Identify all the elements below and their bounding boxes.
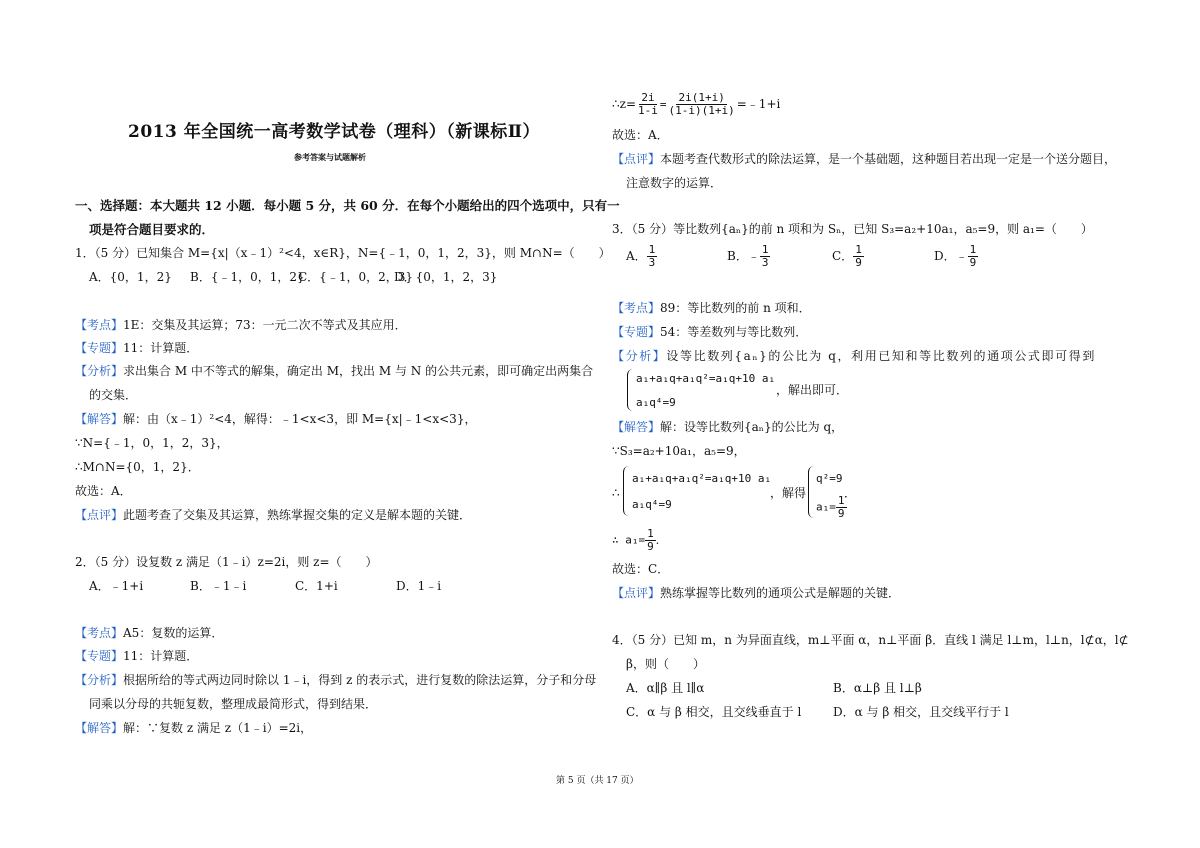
q4-stem: 4．（5 分）已知 m，n 为异面直线，m⊥平面 α，n⊥平面 β．直线 l 满足 l⊥m，l⊥n，l⊄α，l⊄: [612, 633, 1129, 647]
jieda-tag: 【解答】: [75, 721, 124, 735]
frac-numerator: 1: [761, 243, 769, 256]
q1-fenxi-cont: 的交集．: [89, 388, 138, 402]
q3-result: [612, 528, 667, 553]
fenxi-tag: 【分析】: [75, 364, 124, 378]
section-heading-line2: 项是符合题目要求的．: [89, 222, 215, 237]
frac-numerator: 2i(1+i): [678, 91, 725, 104]
kaodian-tag: 【考点】: [75, 318, 124, 332]
frac-denominator: 9: [837, 507, 845, 521]
result-prefix: ∴ a₁=: [612, 533, 646, 547]
q2-dianping-cont: 注意数字的运算．: [626, 176, 723, 190]
dianping-tag: 【点评】: [612, 152, 661, 166]
q1-jieda-2: ∵N={﹣1，0，1，2，3}，: [75, 436, 229, 450]
q2-jieda: [75, 721, 312, 735]
frac-denominator: 9: [647, 540, 654, 554]
frac-numerator: 2i: [641, 91, 655, 104]
q3-fenxi: [612, 349, 1096, 363]
q3-stem: 3．（5 分）等比数列{aₙ}的前 n 项和为 Sₙ，已知 S₃=a₂+10a₁，a₅=9，则 a₁=（ ）: [612, 222, 1093, 236]
q1-jieda: [75, 412, 476, 426]
q1-option-b: B．{﹣1，0，1，2}: [190, 270, 305, 284]
option-label: B．: [727, 249, 748, 264]
dianping-text: 此题考查了交集及其运算，熟练掌握交集的定义是解本题的关键．: [123, 508, 472, 522]
frac-numerator: 1: [647, 527, 654, 540]
q3-jieda: [612, 420, 843, 434]
system3-line2: [816, 495, 847, 520]
option-label: C．: [832, 249, 854, 264]
q3-choice: 故选：C．: [612, 562, 670, 576]
fenxi-text: 设等比数列{aₙ}的公比为 q，利用已知和等比数列的通项公式即可得到: [666, 349, 1096, 363]
option-label: D．: [934, 249, 956, 264]
system3-end: ．: [844, 486, 857, 500]
frac-denominator: 1-i: [638, 104, 658, 118]
jieda-text: 解：∵复数 z 满足 z（1﹣i）=2i，: [123, 721, 313, 735]
q1-dianping: [75, 508, 471, 522]
result-end: ．: [655, 533, 667, 547]
jieda-tag: 【解答】: [612, 420, 661, 434]
dianping-text: 熟练掌握等比数列的通项公式是解题的关键．: [660, 586, 901, 600]
fenxi-tag: 【分析】: [75, 673, 124, 687]
option-fraction: [760, 244, 771, 269]
q2-dianping: [612, 152, 1116, 166]
q2-kaodian: [75, 626, 223, 640]
math-prefix: ∴z=: [612, 97, 637, 112]
system2-line1: a₁+a₁q+a₁q²=a₁q+10 a₁: [632, 472, 772, 485]
fenxi-text: 根据所给的等式两边同时除以 1﹣i，得到 z 的表示式，进行复数的除法运算，分子和分母: [123, 673, 597, 687]
system1-line2: a₁q⁴=9: [636, 396, 676, 409]
zhuanti-text: 11：计算题．: [123, 341, 199, 355]
system2-prefix: ∴: [612, 486, 620, 500]
q3-option-d: [934, 244, 978, 269]
fraction-conjugate: [667, 92, 737, 117]
q2-choice: 故选：A．: [612, 128, 669, 142]
frac-denominator: 9: [969, 256, 977, 270]
q4-option-a: A．α∥β 且 l∥α: [626, 681, 705, 695]
jieda-text: 解：由（x﹣1）²<4，解得：﹣1<x<3，即 M={x|﹣1<x<3}，: [123, 412, 477, 426]
fenxi-text: 求出集合 M 中不等式的解集，确定出 M，找出 M 与 N 的公共元素，即可确定出两集合: [123, 364, 594, 378]
q1-stem: 1．（5 分）已知集合 M={x|（x﹣1）²<4，x∈R}，N={﹣1，0，1，2，3}，则 M∩N=（ ）: [75, 246, 611, 260]
q1-option-d: D．{0，1，2，3}: [394, 270, 498, 284]
option-label: A．: [626, 249, 647, 264]
frac-denominator: 9: [855, 256, 862, 270]
q2-fenxi: [75, 673, 596, 687]
q4-option-b: B．α⊥β 且 l⊥β: [833, 681, 922, 695]
math-result: =﹣1+i: [736, 97, 781, 112]
q3-option-b: [727, 244, 770, 269]
page-footer: 第 5 页（共 17 页）: [556, 776, 639, 786]
sys3-prefix: a₁=: [816, 500, 836, 514]
kaodian-tag: 【考点】: [75, 626, 124, 640]
option-sign: ﹣: [955, 249, 968, 264]
q3-option-a: [626, 244, 657, 269]
dianping-text: 本题考查代数形式的除法运算，是一个基础题，这种题目若出现一定是一个送分题目，: [660, 152, 1117, 166]
q4-option-d: D．α 与 β 相交，且交线平行于 l: [833, 705, 1009, 719]
q2-option-b: B．﹣1﹣i: [190, 579, 247, 593]
q3-fenxi-cont: ，解出即可．: [776, 383, 849, 397]
jieda-text: 解：设等比数列{aₙ}的公比为 q，: [660, 420, 844, 434]
q3-option-c: [832, 244, 864, 269]
q2-math-line: ∴z= $\frac{2i}{1-i}$ = $\frac{2i(1+i)}{(1-i)(1+i)}$ =﹣1+i: [612, 91, 781, 118]
q3-kaodian: [612, 301, 811, 315]
q1-choice: 故选：A．: [75, 484, 132, 498]
equation-system-bracket: [627, 369, 633, 411]
kaodian-text: 1E：交集及其运算；73：一元二次不等式及其应用．: [123, 318, 407, 332]
frac-denominator: 3: [648, 256, 656, 270]
q1-kaodian: [75, 318, 407, 332]
q1-zhuanti: [75, 341, 198, 355]
q1-jieda-3: ∴M∩N={0，1，2}．: [75, 460, 200, 474]
page-title: 2013 年全国统一高考数学试卷（理科）（新课标Ⅱ）: [128, 122, 541, 142]
option-fraction: [647, 244, 658, 269]
dianping-tag: 【点评】: [75, 508, 124, 522]
result-fraction: [645, 528, 656, 553]
kaodian-tag: 【考点】: [612, 301, 661, 315]
frac-numerator: 1: [969, 243, 977, 256]
system1-line1: a₁+a₁q+a₁q²=a₁q+10 a₁: [636, 372, 776, 385]
q1-fenxi: [75, 364, 593, 378]
fraction-2i-over-1-i: [636, 92, 660, 117]
frac-denominator: (1-i)(1+i): [668, 104, 735, 118]
option-fraction: [968, 244, 979, 269]
page-subtitle: 参考答案与试题解析: [294, 152, 366, 162]
equation-system-bracket: [808, 466, 814, 518]
frac-numerator: 1: [648, 243, 656, 256]
fenxi-tag: 【分析】: [612, 349, 667, 363]
option-sign: ﹣: [747, 249, 760, 264]
zhuanti-tag: 【专题】: [75, 341, 124, 355]
q2-option-c: C．1+i: [295, 579, 338, 593]
kaodian-text: 89：等比数列的前 n 项和．: [660, 301, 811, 315]
option-fraction: [853, 244, 864, 269]
q3-jieda-2: ∵S₃=a₂+10a₁，a₅=9，: [612, 444, 746, 458]
section-heading-line1: 一、选择题：本大题共 12 小题．每小题 5 分，共 60 分．在每个小题给出的四个选项中，只有一: [75, 198, 620, 213]
q4-option-c: C．α 与 β 相交，且交线垂直于 l: [626, 705, 802, 719]
q2-fenxi-cont: 同乘以分母的共轭复数，整理成最简形式，得到结果．: [89, 697, 378, 711]
system3-line1: q²=9: [816, 472, 843, 485]
q3-zhuanti: [612, 325, 807, 339]
q2-zhuanti: [75, 649, 198, 663]
equation-system-bracket: [623, 466, 629, 516]
q1-option-c: C．{﹣1，0，2，3}: [298, 270, 413, 284]
q1-option-a: A．{0，1，2}: [89, 270, 172, 284]
dianping-tag: 【点评】: [612, 586, 661, 600]
system2-line2: a₁q⁴=9: [632, 498, 672, 511]
jieda-tag: 【解答】: [75, 412, 124, 426]
kaodian-text: A5：复数的运算．: [123, 626, 224, 640]
q2-option-a: A．﹣1+i: [89, 579, 144, 593]
zhuanti-tag: 【专题】: [75, 649, 124, 663]
frac-numerator: 1: [855, 243, 862, 256]
q2-option-d: D．1﹣i: [396, 579, 442, 593]
q3-dianping: [612, 586, 900, 600]
zhuanti-tag: 【专题】: [612, 325, 661, 339]
q4-stem-cont: β，则（ ）: [626, 657, 705, 671]
system2-jiede: ，解得: [770, 486, 807, 500]
frac-denominator: 3: [761, 256, 769, 270]
frac-numerator: 1: [837, 494, 845, 507]
zhuanti-text: 54：等差数列与等比数列．: [660, 325, 808, 339]
q2-stem: 2．（5 分）设复数 z 满足（1﹣i）z=2i，则 z=（ ）: [75, 555, 378, 569]
zhuanti-text: 11：计算题．: [123, 649, 199, 663]
